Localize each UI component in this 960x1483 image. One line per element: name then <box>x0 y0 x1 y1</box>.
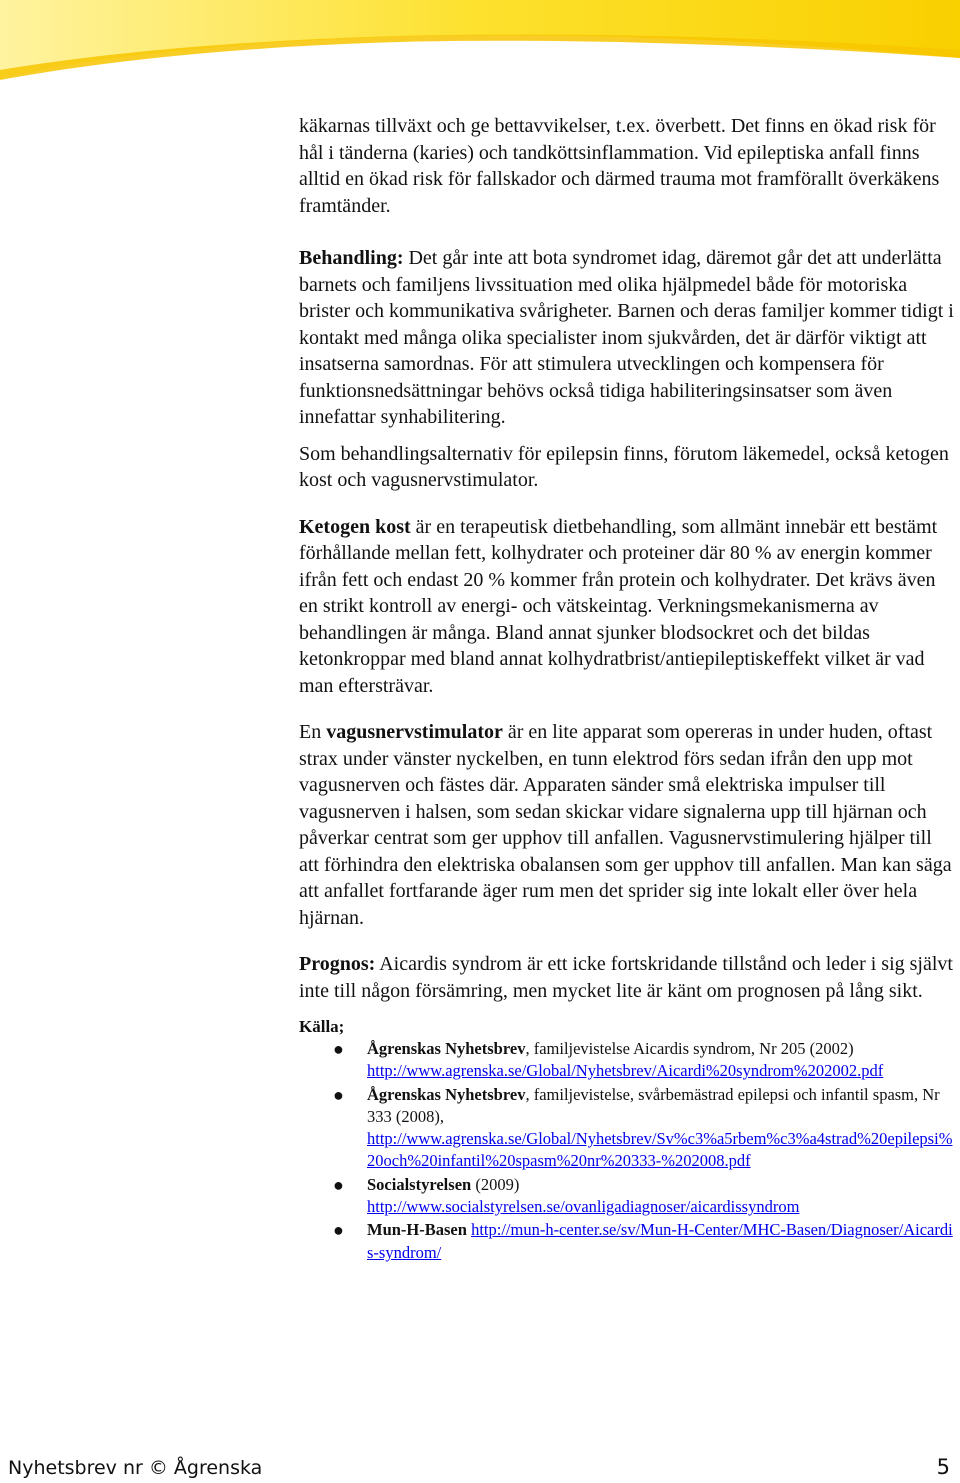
source-desc: , familjevistelse, svårbemästrad epilepsi och infantil spasm, Nr 333 (2008), <box>367 1084 940 1126</box>
header-banner <box>0 0 960 90</box>
vagus-label: vagusnervstimulator <box>326 721 503 743</box>
vagus-prefix: En <box>299 721 327 743</box>
treatment-paragraph <box>299 245 955 431</box>
source-title: Ågrenskas Nyhetsbrev <box>367 1084 526 1104</box>
page-number: 5 <box>936 1455 950 1479</box>
ketogen-text: är en terapeutisk dietbehandling, som allmänt innebär ett bestämt förhållande mellan fett, kolhydrater och proteiner där 80 % av energin kommer ifrån fett och endast 20 % kommer från protein och kolhydrater. Det krävs även en strikt kontroll av energi- och vätskeintag. Verkningsmekanismerna av behandlingen är många. Bland annat sjunker blodsockret och det bildas ketonkroppar med bland annat kolhydratbrist/antiepileptiskeffekt vilket är vad man eftersträvar. <box>299 515 938 697</box>
footer-publication: Nyhetsbrev nr © Ågrenska <box>8 1457 263 1479</box>
source-link[interactable]: http://www.agrenska.se/Global/Nyhetsbrev/Sv%c3%a5rbem%c3%a4strad%20epilepsi%20och%20infantil%20spasm%20nr%20333-%202008.pdf <box>367 1129 953 1171</box>
alternatives-paragraph: Som behandlingsalternativ för epilepsin finns, förutom läkemedel, också ketogen kost och vagusnervstimulator. <box>299 442 949 491</box>
intro-paragraph: käkarnas tillväxt och ge bettavvikelser, t.ex. överbett. Det finns en ökad risk för hål i tänderna (karies) och tandköttsinflammation. Vid epileptiska anfall finns alltid en ökad risk för fallskador och därmed trauma mot framförallt överkäkens framtänder. <box>299 115 940 217</box>
sources-heading: Källa; <box>299 1017 345 1036</box>
ketogen-paragraph <box>299 514 955 700</box>
source-item <box>0 1174 955 1219</box>
source-title: Socialstyrelsen <box>367 1174 472 1194</box>
source-item <box>0 1219 955 1264</box>
prognosis-paragraph <box>299 951 955 1004</box>
sources-list <box>299 1038 955 1264</box>
page-footer <box>0 1455 960 1483</box>
treatment-text: Det går inte att bota syndromet idag, däremot går det att underlätta barnets och familjens livssituation med olika hjälpmedel både för motoriska brister och kommunikativa svårigheter. Barnen och deras familjer kommer tidigt i kontakt med många olika specialister inom sjukvården, det är därför viktigt att insatserna samordnas. För att stimulera utvecklingen och kompensera för funktionsnedsättningar behövs också tidiga habiliteringsinsatser som även innefattar synhabilitering. <box>299 247 954 428</box>
ketogen-label: Ketogen kost <box>299 515 411 538</box>
source-item <box>0 1038 955 1083</box>
treatment-label: Behandling: <box>299 247 404 269</box>
source-link[interactable]: http://www.socialstyrelsen.se/ovanligadiagnoser/aicardissyndrom <box>367 1197 800 1217</box>
prognosis-text: Aicardis syndrom är ett icke fortskridande tillstånd och leder i sig självt inte till någon försämring, men mycket lite är känt om prognosen på lång sikt. <box>299 953 953 1002</box>
vagus-text: är en lite apparat som opereras in under huden, oftast strax under vänster nyckelben, en tunn elektrod förs sedan ifrån den upp mot vagusnerven och fästes där. Apparaten sänder små elektriska impulser till vagusnerven i halsen, som sedan skickar vidare signalerna upp till hjärnan och påverkar centrat som ger upphov till anfallen. Vagusnervstimulering hjälper till att förhindra den elektriska obalansen som ger upphov till anfallen. Man kan säga att anfallet fortfarande äger rum men det sprider sig inte lokalt eller över hela hjärnan. <box>299 721 952 929</box>
bullet-icon: ● <box>333 1084 344 1105</box>
source-link[interactable]: http://www.agrenska.se/Global/Nyhetsbrev/Aicardi%20syndrom%202002.pdf <box>367 1061 884 1081</box>
source-desc: , familjevistelse Aicardis syndrom, Nr 205 (2002) <box>525 1039 854 1058</box>
prognosis-label: Prognos: <box>299 953 376 975</box>
article-body <box>299 113 955 1264</box>
bullet-icon: ● <box>333 1220 344 1241</box>
vagus-paragraph <box>299 719 955 931</box>
bullet-icon: ● <box>333 1174 344 1195</box>
source-link[interactable]: http://mun-h-center.se/sv/Mun-H-Center/MHC-Basen/Diagnoser/Aicardis-syndrom/ <box>367 1220 953 1262</box>
source-title: Mun-H-Basen <box>367 1220 467 1240</box>
source-item <box>0 1084 955 1173</box>
source-desc: (2009) <box>471 1174 520 1194</box>
bullet-icon: ● <box>333 1039 344 1059</box>
source-title: Ågrenskas Nyhetsbrev <box>367 1039 526 1058</box>
